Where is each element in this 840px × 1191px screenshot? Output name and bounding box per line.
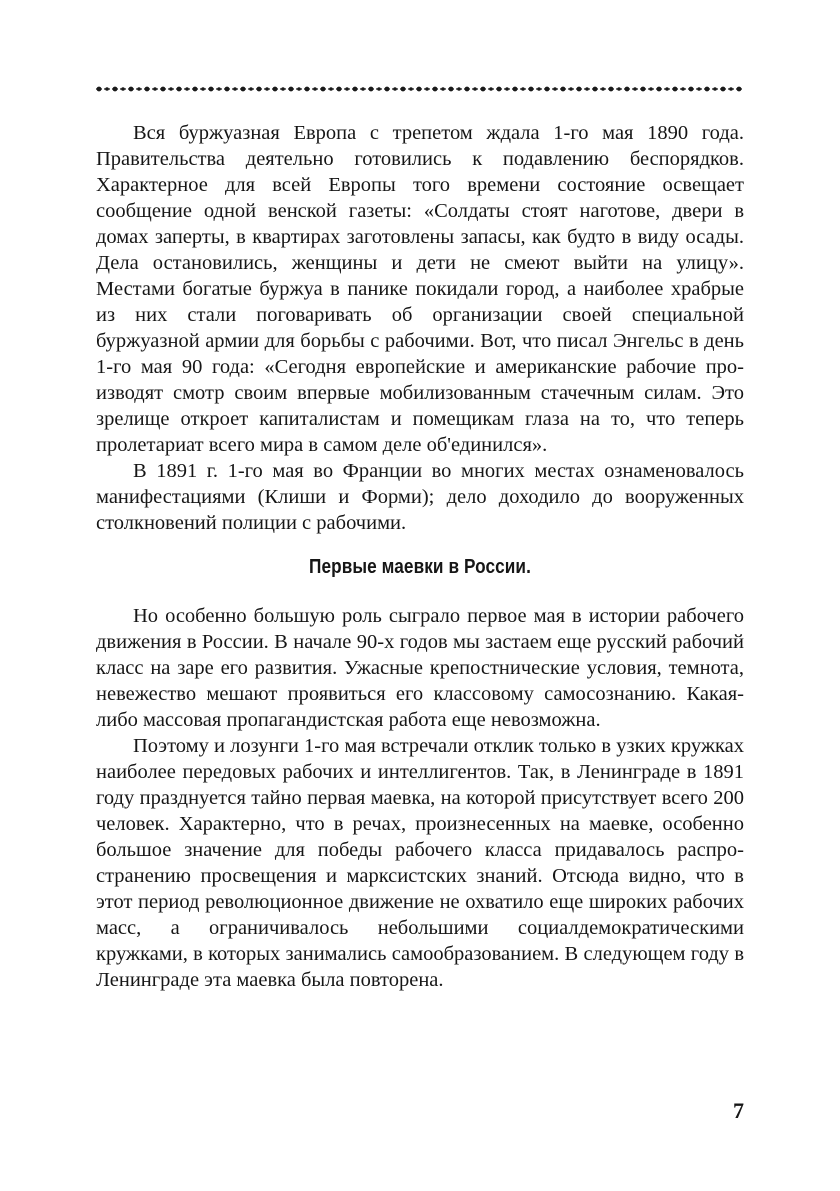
- ornamental-dotted-line: [96, 82, 744, 96]
- page-number: 7: [733, 1098, 744, 1123]
- paragraph: Вся буржуазная Европа с трепетом ждала 1-го мая 1890 года. Правительства деятельно готовились к подавлению беспорядков. Характерное для всей Европы того времени состояние освещает сообщение одной венской газеты: «Солдаты стоят наготове, двери в домах заперты, в квартирах заготовлены запасы, как будто в виду осады. Дела остановились, женщины и дети не смеют выйти на улицу». Местами богатые буржуа в панике покидали город, а наиболее храбрые из них стали поговаривать об организации своей специальной буржуазной армии для борьбы с рабочими. Вот, что писал Энгельс в день 1-го мая 90 года: «Сегодня европейские и американские рабочие производят смотр своим впервые мобилизованным стачечным силам. Это зрелище откроет капиталистам и помещикам глаза на то, что теперь пролетариат всего мира в самом деле об'единился».: [96, 122, 744, 456]
- paragraph: Но особенно большую роль сыграло первое мая в истории рабочего движения в России. В начале 90-х годов мы застаем еще русский рабочий класс на заре его развития. Ужасные крепостнические условия, темнота, невежество мешают проявиться его классовому самосознанию. Какая-либо массовая пропагандистская работа еще невозможна.: [96, 605, 744, 731]
- section-heading: Первые маевки в России.: [309, 556, 531, 578]
- decorative-rule: [96, 82, 744, 96]
- paragraph: В 1891 г. 1-го мая во Франции во многих местах ознаменовалось манифестациями (Клиши и Форми); дело доходило до вооруженных столкновений полиции с рабочими.: [96, 460, 744, 534]
- russia-text: [96, 603, 744, 993]
- intro-text: [96, 120, 744, 536]
- paragraph: Поэтому и лозунги 1-го мая встречали отклик только в узких кружках наиболее передовых рабочих и интеллигентов. Так, в Ленинграде в 1891 году празднуется тайно первая маевка, на которой присутствует всего 200 человек. Характерно, что в речах, произнесенных на маевке, особенно большое значение для победы рабочего класса придавалось распространению просвещения и марксистских знаний. Отсюда видно, что в этот период революционное движение не охватило еще широких рабочих масс, а ограничивалось небольшими социалдемократическими кружками, в которых занимались самообразованием. В следующем году в Ленинграде эта маевка была повторена.: [96, 735, 744, 991]
